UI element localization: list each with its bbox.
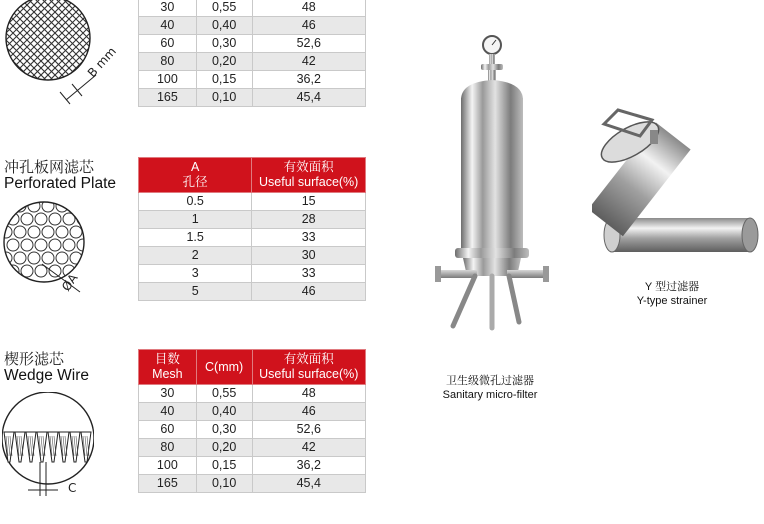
table-row (139, 53, 366, 71)
table-row (139, 283, 366, 301)
y-strainer-image (592, 100, 764, 260)
useful-surface-cell: 33 (252, 265, 366, 283)
useful-surface-cell: 46 (252, 283, 366, 301)
useful-surface-cell: 30 (252, 247, 366, 265)
useful-surface-cell: 46 (252, 403, 365, 421)
table-row (139, 247, 366, 265)
c-mm-cell: 0,30 (196, 421, 252, 439)
aperture-cell: 2 (139, 247, 252, 265)
c-mm-cell: 0,40 (196, 403, 252, 421)
mesh-cell: 60 (139, 421, 197, 439)
micro-filter-caption-cn: 卫生级微孔过滤器 (446, 375, 534, 387)
table-row (139, 17, 366, 35)
header-mesh-en: Mesh (152, 367, 183, 381)
header-useful-surface-en: Useful surface(%) (259, 367, 359, 381)
aperture-cell: 0.5 (139, 193, 252, 211)
table-row (139, 265, 366, 283)
perforated-table (138, 157, 366, 301)
header-useful-surface-cn: 有效面积 (283, 352, 334, 366)
useful-surface-cell: 42 (252, 439, 365, 457)
table-row (139, 89, 366, 107)
c-mm-cell: 0,10 (196, 89, 252, 107)
wedge-table (138, 349, 366, 493)
aperture-cell: 3 (139, 265, 252, 283)
top-mesh-table (138, 0, 366, 107)
table-row (139, 421, 366, 439)
mesh-cell: 80 (139, 53, 197, 71)
header-aperture-cn: 孔径 (182, 175, 208, 189)
mesh-cell: 165 (139, 89, 197, 107)
table-row (139, 35, 366, 53)
table-row (139, 211, 366, 229)
aperture-cell: 1 (139, 211, 252, 229)
useful-surface-cell: 45,4 (252, 475, 365, 493)
header-a: A (191, 160, 200, 174)
y-strainer-caption-en: Y-type strainer (636, 295, 708, 307)
table-row (139, 439, 366, 457)
micro-filter-image (425, 30, 555, 340)
table-row (139, 71, 366, 89)
c-mm-cell: 0,20 (196, 53, 252, 71)
useful-surface-cell: 52,6 (252, 35, 365, 53)
mesh-cell: 100 (139, 457, 197, 475)
mesh-cell: 60 (139, 35, 197, 53)
perforated-title-en: Perforated Plate (4, 175, 117, 192)
mesh-cell: 40 (139, 403, 197, 421)
mesh-cell: 80 (139, 439, 197, 457)
useful-surface-cell: 15 (252, 193, 366, 211)
wire-mesh-diagram (0, 0, 135, 112)
useful-surface-cell: 46 (252, 17, 365, 35)
c-mm-cell: 0,55 (196, 0, 252, 17)
table-row (139, 457, 366, 475)
useful-surface-cell: 48 (252, 0, 365, 17)
mesh-cell: 165 (139, 475, 197, 493)
header-c-mm: C(mm) (205, 359, 244, 374)
wedge-title-cn: 楔形滤芯 (4, 350, 65, 368)
useful-surface-cell: 36,2 (252, 457, 365, 475)
table-row (139, 193, 366, 211)
c-mm-cell: 0,20 (196, 439, 252, 457)
c-mm-cell: 0,10 (196, 475, 252, 493)
wedge-title-en: Wedge Wire (4, 367, 89, 384)
aperture-cell: 5 (139, 283, 252, 301)
table-row (139, 475, 366, 493)
useful-surface-cell: 33 (252, 229, 366, 247)
header-useful-surface-en: Useful surface(%) (259, 175, 359, 189)
useful-surface-cell: 28 (252, 211, 366, 229)
perforated-title-cn: 冲孔板网滤芯 (4, 158, 95, 176)
table-row (139, 229, 366, 247)
c-mm-cell: 0,15 (196, 71, 252, 89)
mesh-size-label: B mm (84, 44, 119, 81)
c-mm-cell: 0,40 (196, 17, 252, 35)
useful-surface-cell: 45,4 (252, 89, 365, 107)
table-row (139, 385, 366, 403)
useful-surface-cell: 36,2 (252, 71, 365, 89)
header-useful-surface-cn: 有效面积 (283, 160, 334, 174)
c-mm-cell: 0,55 (196, 385, 252, 403)
aperture-cell: 1.5 (139, 229, 252, 247)
mesh-cell: 30 (139, 385, 197, 403)
c-mm-cell: 0,30 (196, 35, 252, 53)
header-mesh-cn: 目数 (154, 352, 180, 366)
table-row (139, 0, 366, 17)
table-row (139, 403, 366, 421)
micro-filter-caption-en: Sanitary micro-filter (442, 389, 538, 401)
useful-surface-cell: 48 (252, 385, 365, 403)
wedge-wire-diagram (0, 392, 110, 502)
c-mm-cell: 0,15 (196, 457, 252, 475)
mesh-cell: 40 (139, 17, 197, 35)
mesh-cell: 100 (139, 71, 197, 89)
mesh-cell: 30 (139, 0, 197, 17)
useful-surface-cell: 52,6 (252, 421, 365, 439)
hole-diameter-label: ØA (58, 271, 81, 294)
useful-surface-cell: 42 (252, 53, 365, 71)
y-strainer-caption-cn: Y 型过滤器 (644, 281, 700, 293)
perforated-plate-diagram (0, 200, 110, 300)
gap-label: C (68, 481, 77, 495)
